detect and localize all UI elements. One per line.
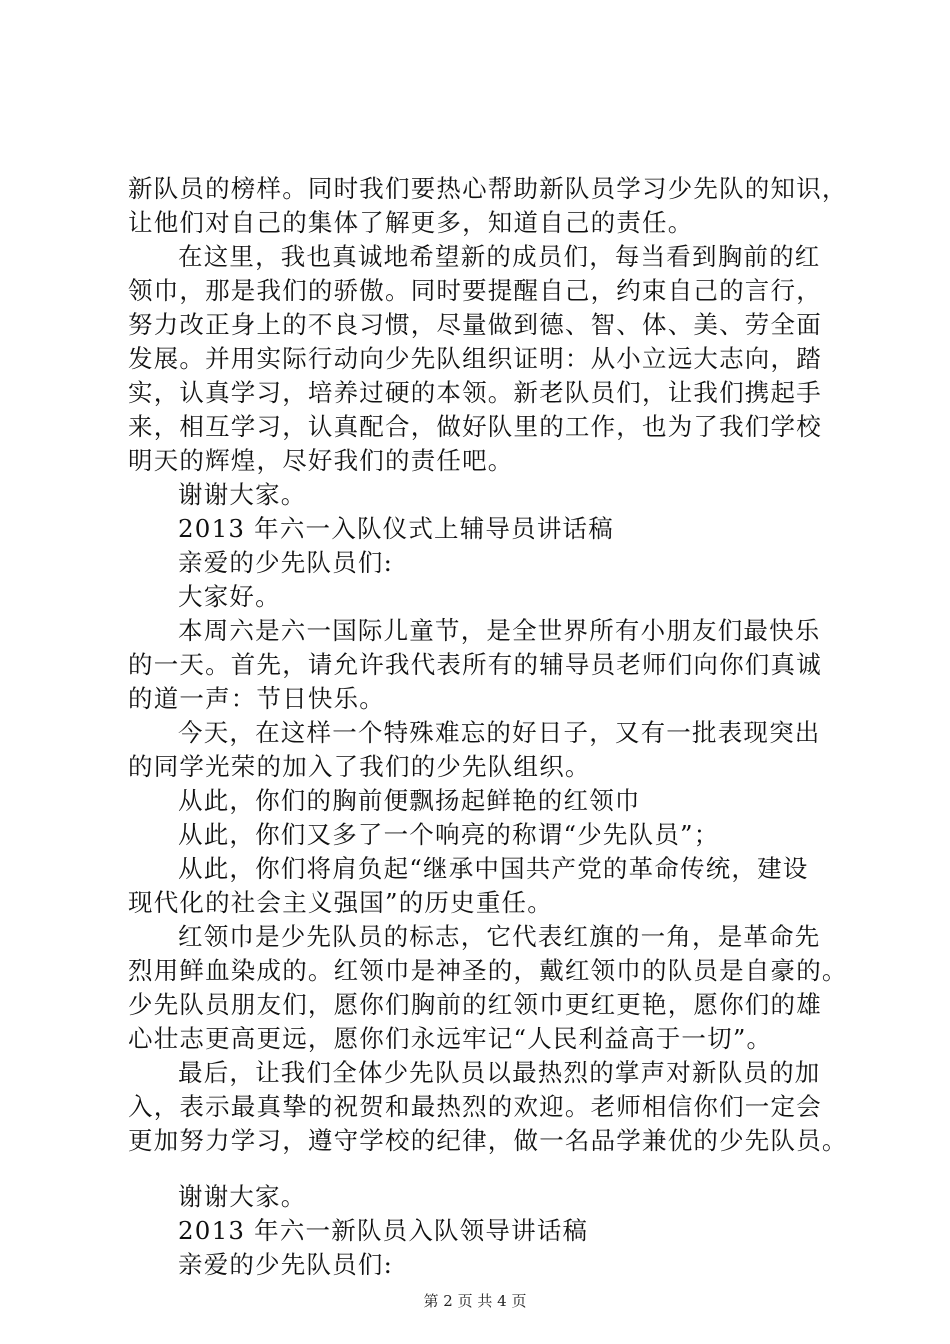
text-line: 2013 年六一入队仪式上辅导员讲话稿	[178, 514, 614, 543]
text-line: 烈用鲜血染成的。红领巾是神圣的，戴红领巾的队员是自豪的。	[128, 956, 848, 985]
text-line: 发展。并用实际行动向少先队组织证明：从小立远大志向，踏	[128, 344, 822, 373]
text-line: 入，表示最真挚的祝贺和最热烈的欢迎。老师相信你们一定会	[128, 1092, 822, 1121]
text-line: 红领巾是少先队员的标志，它代表红旗的一角，是革命先	[178, 922, 821, 951]
text-line: 心壮志更高更远，愿你们永远牢记“人民利益高于一切”。	[128, 1024, 773, 1053]
page-number-footer: 第 2 页 共 4 页	[423, 1292, 527, 1310]
text-line: 亲爱的少先队员们:	[178, 548, 394, 577]
text-line: 谢谢大家。	[178, 480, 307, 509]
text-line: 从此，你们又多了一个响亮的称谓“少先队员”；	[178, 820, 720, 849]
text-line: 亲爱的少先队员们:	[178, 1250, 394, 1279]
text-line: 从此，你们的胸前便飘扬起鲜艳的红领巾	[178, 786, 641, 815]
text-line: 从此，你们将肩负起“继承中国共产党的革命传统，建设	[178, 854, 809, 883]
text-line: 努力改正身上的不良习惯，尽量做到德、智、体、美、劳全面	[128, 310, 822, 339]
text-line: 在这里，我也真诚地希望新的成员们，每当看到胸前的红	[178, 242, 821, 271]
text-line: 实，认真学习，培养过硬的本领。新老队员们，让我们携起手	[128, 378, 822, 407]
text-line: 本周六是六一国际儿童节，是全世界所有小朋友们最快乐	[178, 616, 821, 645]
text-line: 最后，让我们全体少先队员以最热烈的掌声对新队员的加	[178, 1058, 821, 1087]
text-line: 明天的辉煌，尽好我们的责任吧。	[128, 446, 514, 475]
text-line: 来，相互学习，认真配合，做好队里的工作，也为了我们学校	[128, 412, 822, 441]
text-line: 大家好。	[178, 582, 281, 611]
text-line: 的道一声：节日快乐。	[128, 684, 385, 713]
text-line: 的同学光荣的加入了我们的少先队组织。	[128, 752, 591, 781]
text-line: 谢谢大家。	[178, 1182, 307, 1211]
text-line: 现代化的社会主义强国”的历史重任。	[128, 888, 553, 917]
text-line: 少先队员朋友们，愿你们胸前的红领巾更红更艳，愿你们的雄	[128, 990, 822, 1019]
text-line: 新队员的榜样。同时我们要热心帮助新队员学习少先队的知识，	[128, 174, 848, 203]
text-line: 领巾，那是我们的骄傲。同时要提醒自己，约束自己的言行，	[128, 276, 822, 305]
text-line: 今天，在这样一个特殊难忘的好日子，又有一批表现突出	[178, 718, 821, 747]
text-line: 的一天。首先，请允许我代表所有的辅导员老师们向你们真诚	[128, 650, 822, 679]
text-line: 更加努力学习，遵守学校的纪律，做一名品学兼优的少先队员。	[128, 1126, 848, 1155]
text-line: 2013 年六一新队员入队领导讲话稿	[178, 1216, 589, 1245]
text-line: 让他们对自己的集体了解更多，知道自己的责任。	[128, 208, 694, 237]
